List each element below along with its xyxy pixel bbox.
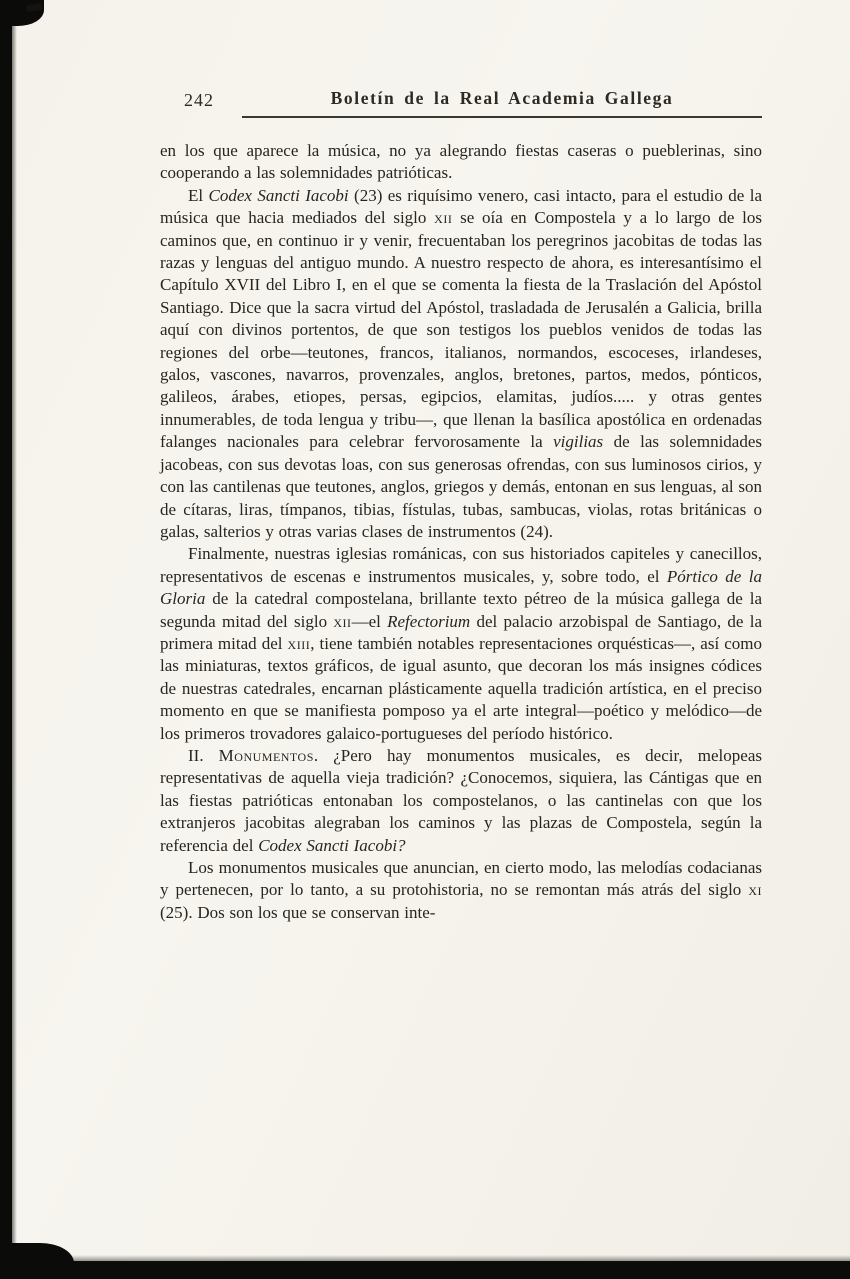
italic-run: Pórtico de la Gloria [160,566,762,609]
text-run: , tiene también notables representaciones orquésticas—, así como las miniaturas, textos gráficos, de igual asunto, que decoran los más insignes códices de nuestras catedrales, encarnan plásticamente aquella tradición artística, en el preciso momento en que se manifiesta pomposo ya el arte integral—poético y melódico—de los primeros trovadores galaico-portugueses del período histórico. [160,633,763,743]
page-body [160,140,762,924]
italic-run: vigilias [553,432,604,452]
smallcaps-run: xii [434,208,453,228]
text-run: . ¿Pero hay monumentos musicales, es decir, melopeas representativas de aquella vieja tradición? ¿Conocemos, siquiera, las Cántigas que en las fiestas patrióticas entonaban los compostelanos, o las cantinelas con que los extranjeros jacobitas alegraban los caminos y las plazas de Compostela, según la referencia del [160,745,762,855]
running-head-title: Boletín de la Real Academia Gallega [242,88,762,118]
text-run: de las solemnidades jacobeas, con sus devotas loas, con sus generosas ofrendas, con sus luminosos cirios, y con las cantilenas que teutones, anglos, griegos y demás, entonan en sus lenguas, al son de cítaras, liras, tímpanos, tibias, fístulas, tubas, sambucas, violas, rotas británicas o galas, salterios y otras varias clases de instrumentos (24). [160,432,763,541]
smallcaps-run: xi [748,880,762,900]
text-run: de la catedral compostelana, brillante texto pétreo de la música gallega de la segunda mitad del siglo [160,589,762,631]
paragraph [160,543,762,745]
italic-run: Codex Sancti Iacobi? [258,835,406,855]
text-run: Finalmente, nuestras iglesias románicas, con sus historiados capiteles y canecillos, representativos de escenas e instrumentos musicales, y, sobre todo, el [160,544,762,586]
smallcaps-run: xii [333,611,352,631]
text-run: (23) es riquísimo venero, casi intacto, para el estudio de la música que hacia mediados del siglo [160,185,762,228]
paragraph [160,745,762,857]
italic-run: Codex Sancti Iacobi [208,185,349,205]
scan-edge-left [0,0,12,1279]
text-run: II. [188,745,219,765]
page-number: 242 [184,90,214,110]
text-run: —el [351,611,388,631]
smallcaps-run: Monumentos [218,745,314,765]
italic-run: Refectorium [387,611,471,631]
paragraph [160,185,762,544]
printed-area [160,88,762,924]
text-run: El [188,185,209,205]
paragraph [160,857,762,924]
text-run: se oía en Compostela y a lo largo de los caminos que, en continuo ir y venir, frecuentaban los peregrinos jacobitas de todas las razas y lenguas del antiguo mundo. A nuestro respecto de ahora, es interesantísimo el Capítulo XVII del Libro I, en el que se comenta la fiesta de la Traslación del Apóstol Santiago. Dice que la sacra virtud del Apóstol, trasladada de Jerusalén a Galicia, brilla aquí con divinos portentos, de que son testigos los pueblos venidos de todas las regiones del orbe—teutones, francos, italianos, normandos, escoceses, irlandeses, galos, vascones, navarros, provenzales, anglos, bretones, partos, medos, pónticos, galileos, árabes, etiopes, persas, egipcios, elamitas, judíos..... y otras gentes innumerables, de toda lengua y tribu—, que llenan la basílica apostólica en ordenadas falanges nacionales para celebrar fervorosamente la [160,208,763,452]
running-header [160,88,762,118]
text-run: Los monumentos musicales que anuncian, en cierto modo, las melodías codacianas y pertenecen, por lo tanto, a su protohistoria, no se remontan más atrás del siglo [160,858,762,900]
scan-corner-bottom-left [0,1243,74,1279]
text-run: en los que aparece la música, no ya alegrando fiestas caseras o pueblerinas, sino cooperando a las solemnidades patrióticas. [160,141,762,183]
scan-edge-bottom [0,1261,850,1279]
text-run: (25). Dos son los que se conservan inte- [160,902,436,922]
smallcaps-run: xiii [287,633,311,653]
text-run: del palacio arzobispal de Santiago, de la primera mitad del [160,611,762,653]
paragraph [160,140,762,185]
